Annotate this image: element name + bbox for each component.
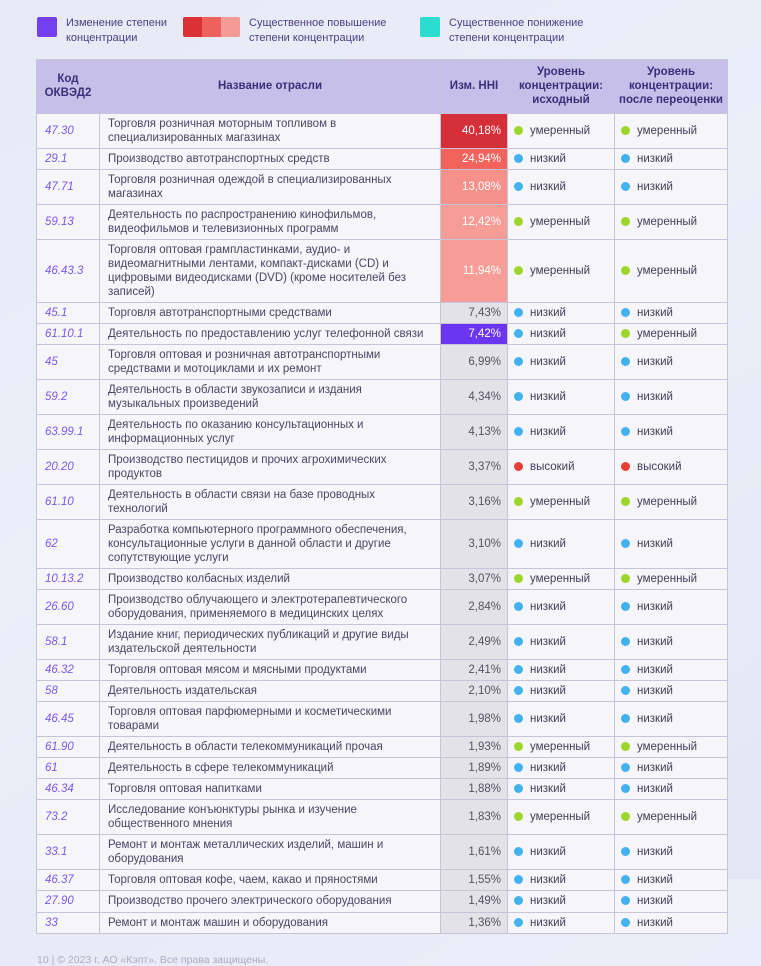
hhi-change-cell: 4,13% — [441, 415, 508, 450]
okved-code-cell: 47.71 — [37, 169, 100, 204]
okved-code-cell: 58 — [37, 681, 100, 702]
level-label: низкий — [637, 180, 673, 193]
table-row — [37, 660, 728, 681]
legend-label: Изменение степени концентрации — [66, 17, 168, 44]
level-label: умеренный — [530, 573, 591, 586]
level-dot-icon — [621, 847, 630, 856]
industry-name-cell: Деятельность по распространению кинофильмов, видеофильмов и телевизионных программ — [100, 204, 441, 239]
table-row — [37, 835, 728, 870]
level-label: высокий — [637, 461, 682, 474]
level-label: низкий — [530, 636, 566, 649]
level-initial-cell — [508, 800, 615, 835]
hhi-change-cell: 40,18% — [441, 113, 508, 148]
level-dot-icon — [514, 329, 523, 338]
level-dot-icon — [514, 686, 523, 695]
okved-code-cell: 46.37 — [37, 870, 100, 891]
level-label: умеренный — [530, 124, 591, 137]
level-initial-cell — [508, 169, 615, 204]
hhi-change-cell: 1,61% — [441, 835, 508, 870]
industry-name-cell: Производство автотранспортных средств — [100, 148, 441, 169]
level-label: умеренный — [637, 573, 698, 586]
level-dot-icon — [621, 427, 630, 436]
level-dot-icon — [621, 665, 630, 674]
table-header-row — [37, 59, 728, 113]
table-row — [37, 891, 728, 912]
level-label: умеренный — [530, 496, 591, 509]
industry-name-cell: Торговля оптовая грампластинками, аудио- и видеомагнитными лентами, компакт-дисками (CD) и цифровыми видеодисками (DVD) (кроме носителей без записей) — [100, 239, 441, 302]
level-dot-icon — [621, 329, 630, 338]
level-initial-cell — [508, 737, 615, 758]
industry-name-cell: Торговля розничная моторным топливом в специализированных магазинах — [100, 113, 441, 148]
legend-item-decrease — [420, 16, 609, 46]
hhi-change-cell: 1,88% — [441, 779, 508, 800]
industry-name-cell: Торговля оптовая и розничная автотранспортными средствами и мотоциклами и их ремонт — [100, 345, 441, 380]
level-initial-cell — [508, 324, 615, 345]
level-label: низкий — [637, 356, 673, 369]
level-label: низкий — [530, 874, 566, 887]
header-okved-code: Код ОКВЭД2 — [37, 59, 100, 113]
level-dot-icon — [621, 497, 630, 506]
level-initial-cell — [508, 148, 615, 169]
level-dot-icon — [621, 875, 630, 884]
level-after-cell — [615, 702, 728, 737]
okved-code-cell: 63.99.1 — [37, 415, 100, 450]
level-dot-icon — [621, 812, 630, 821]
level-after-cell — [615, 113, 728, 148]
industry-name-cell: Ремонт и монтаж машин и оборудования — [100, 912, 441, 933]
level-dot-icon — [621, 714, 630, 723]
level-dot-icon — [514, 665, 523, 674]
table-row — [37, 520, 728, 569]
level-label: низкий — [530, 391, 566, 404]
hhi-change-cell: 1,83% — [441, 800, 508, 835]
level-dot-icon — [621, 574, 630, 583]
header-hhi-change: Изм. HHI — [441, 59, 508, 113]
level-dot-icon — [514, 126, 523, 135]
industry-name-cell: Издание книг, периодических публикаций и другие виды издательской деятельности — [100, 625, 441, 660]
level-after-cell — [615, 415, 728, 450]
okved-code-cell: 46.45 — [37, 702, 100, 737]
level-initial-cell — [508, 660, 615, 681]
table-row — [37, 625, 728, 660]
level-label: умеренный — [637, 328, 698, 340]
level-label: умеренный — [530, 264, 591, 277]
level-dot-icon — [514, 574, 523, 583]
hhi-change-cell: 1,89% — [441, 758, 508, 779]
level-label: низкий — [637, 762, 673, 775]
level-label: высокий — [530, 461, 575, 474]
okved-code-cell: 61.10 — [37, 485, 100, 520]
level-dot-icon — [621, 392, 630, 401]
level-initial-cell — [508, 758, 615, 779]
concentration-table — [36, 59, 728, 934]
level-label: низкий — [530, 895, 566, 908]
hhi-change-cell: 3,10% — [441, 520, 508, 569]
level-label: умеренный — [637, 264, 698, 277]
level-after-cell — [615, 800, 728, 835]
hhi-change-cell: 4,34% — [441, 380, 508, 415]
level-after-cell — [615, 681, 728, 702]
level-dot-icon — [514, 154, 523, 163]
okved-code-cell: 33.1 — [37, 835, 100, 870]
level-initial-cell — [508, 302, 615, 323]
hhi-change-cell: 3,16% — [441, 485, 508, 520]
table-row — [37, 239, 728, 302]
level-dot-icon — [621, 784, 630, 793]
hhi-change-cell: 3,37% — [441, 450, 508, 485]
level-after-cell — [615, 380, 728, 415]
level-after-cell — [615, 148, 728, 169]
level-after-cell — [615, 204, 728, 239]
level-dot-icon — [514, 427, 523, 436]
level-dot-icon — [621, 918, 630, 927]
level-label: низкий — [530, 306, 566, 319]
level-label: низкий — [530, 846, 566, 859]
level-label: низкий — [530, 685, 566, 698]
level-dot-icon — [514, 266, 523, 275]
level-after-cell — [615, 239, 728, 302]
legend — [37, 16, 727, 46]
industry-name-cell: Деятельность в области звукозаписи и издания музыкальных произведений — [100, 380, 441, 415]
table-row — [37, 345, 728, 380]
level-after-cell — [615, 450, 728, 485]
industry-name-cell: Торговля оптовая парфюмерными и косметическими товарами — [100, 702, 441, 737]
level-label: низкий — [637, 152, 673, 165]
level-label: низкий — [637, 538, 673, 551]
hhi-change-cell: 2,41% — [441, 660, 508, 681]
industry-name-cell: Производство колбасных изделий — [100, 569, 441, 590]
level-label: низкий — [637, 306, 673, 319]
level-dot-icon — [621, 266, 630, 275]
level-dot-icon — [514, 308, 523, 317]
industry-name-cell: Деятельность в области телекоммуникаций прочая — [100, 737, 441, 758]
table-row — [37, 380, 728, 415]
industry-name-cell: Производство пестицидов и прочих агрохимических продуктов — [100, 450, 441, 485]
table-row — [37, 737, 728, 758]
level-label: низкий — [637, 685, 673, 698]
level-dot-icon — [621, 462, 630, 471]
okved-code-cell: 20.20 — [37, 450, 100, 485]
level-initial-cell — [508, 891, 615, 912]
okved-code-cell: 46.34 — [37, 779, 100, 800]
table-row — [37, 450, 728, 485]
level-label: низкий — [530, 783, 566, 796]
level-after-cell — [615, 870, 728, 891]
legend-item-increase — [183, 16, 420, 46]
level-label: низкий — [530, 916, 566, 929]
concentration-increase-swatch-icon — [183, 17, 240, 37]
level-label: низкий — [637, 713, 673, 726]
hhi-change-cell: 24,94% — [441, 148, 508, 169]
hhi-change-cell: 3,07% — [441, 569, 508, 590]
level-after-cell — [615, 569, 728, 590]
table-row — [37, 912, 728, 933]
hhi-change-cell: 7,43% — [441, 302, 508, 323]
hhi-change-cell: 1,36% — [441, 912, 508, 933]
concentration-change-swatch-icon — [37, 17, 57, 37]
level-initial-cell — [508, 870, 615, 891]
hhi-change-cell: 1,93% — [441, 737, 508, 758]
level-label: умеренный — [637, 124, 698, 137]
level-label: низкий — [530, 328, 566, 340]
industry-name-cell: Деятельность по оказанию консультационных и информационных услуг — [100, 415, 441, 450]
okved-code-cell: 45.1 — [37, 302, 100, 323]
industry-name-cell: Производство облучающего и электротерапевтического оборудования, применяемого в медицинских целях — [100, 590, 441, 625]
okved-code-cell: 61 — [37, 758, 100, 779]
level-after-cell — [615, 779, 728, 800]
level-initial-cell — [508, 702, 615, 737]
level-after-cell — [615, 520, 728, 569]
level-label: низкий — [637, 916, 673, 929]
okved-code-cell: 29.1 — [37, 148, 100, 169]
industry-name-cell: Торговля автотранспортными средствами — [100, 302, 441, 323]
table-row — [37, 324, 728, 345]
level-dot-icon — [621, 182, 630, 191]
okved-code-cell: 62 — [37, 520, 100, 569]
table-row — [37, 702, 728, 737]
okved-code-cell: 47.30 — [37, 113, 100, 148]
level-dot-icon — [514, 714, 523, 723]
level-dot-icon — [514, 875, 523, 884]
industry-name-cell: Торговля розничная одеждой в специализированных магазинах — [100, 169, 441, 204]
table-row — [37, 569, 728, 590]
okved-code-cell: 10.13.2 — [37, 569, 100, 590]
level-label: низкий — [530, 762, 566, 775]
page-footer: 10 | © 2023 г. АО «Кэпт». Все права защищены. — [37, 953, 269, 966]
level-initial-cell — [508, 590, 615, 625]
level-initial-cell — [508, 113, 615, 148]
header-level-initial: Уровень концентрации: исходный — [508, 59, 615, 113]
table-row — [37, 485, 728, 520]
level-after-cell — [615, 835, 728, 870]
table-row — [37, 800, 728, 835]
level-label: низкий — [530, 713, 566, 726]
okved-code-cell: 58.1 — [37, 625, 100, 660]
level-after-cell — [615, 912, 728, 933]
level-label: низкий — [637, 664, 673, 677]
level-dot-icon — [514, 918, 523, 927]
legend-label: Существенное повышение степени концентрации — [249, 17, 387, 44]
level-label: низкий — [530, 601, 566, 614]
level-label: низкий — [530, 426, 566, 439]
level-after-cell — [615, 169, 728, 204]
table-row — [37, 113, 728, 148]
level-initial-cell — [508, 450, 615, 485]
hhi-change-cell: 11,94% — [441, 239, 508, 302]
level-dot-icon — [514, 896, 523, 905]
level-initial-cell — [508, 912, 615, 933]
level-initial-cell — [508, 681, 615, 702]
okved-code-cell: 46.32 — [37, 660, 100, 681]
level-initial-cell — [508, 835, 615, 870]
level-after-cell — [615, 737, 728, 758]
table-row — [37, 302, 728, 323]
level-after-cell — [615, 302, 728, 323]
level-label: умеренный — [530, 741, 591, 754]
level-label: низкий — [530, 664, 566, 677]
hhi-change-cell: 1,55% — [441, 870, 508, 891]
industry-name-cell: Торговля оптовая кофе, чаем, какао и пряностями — [100, 870, 441, 891]
level-initial-cell — [508, 520, 615, 569]
table-row — [37, 779, 728, 800]
industry-name-cell: Ремонт и монтаж металлических изделий, машин и оборудования — [100, 835, 441, 870]
level-dot-icon — [514, 217, 523, 226]
level-after-cell — [615, 660, 728, 681]
level-after-cell — [615, 891, 728, 912]
level-initial-cell — [508, 779, 615, 800]
table-row — [37, 204, 728, 239]
level-dot-icon — [514, 847, 523, 856]
level-label: низкий — [530, 538, 566, 551]
level-dot-icon — [621, 357, 630, 366]
level-label: низкий — [637, 601, 673, 614]
level-dot-icon — [514, 497, 523, 506]
industry-name-cell: Деятельность издательская — [100, 681, 441, 702]
level-dot-icon — [621, 896, 630, 905]
okved-code-cell: 26.60 — [37, 590, 100, 625]
hhi-change-cell: 6,99% — [441, 345, 508, 380]
level-label: низкий — [530, 356, 566, 369]
level-label: низкий — [530, 152, 566, 165]
concentration-decrease-swatch-icon — [420, 17, 440, 37]
level-dot-icon — [514, 637, 523, 646]
okved-code-cell: 27.90 — [37, 891, 100, 912]
table-body — [37, 113, 728, 933]
hhi-change-cell: 1,49% — [441, 891, 508, 912]
level-label: умеренный — [637, 811, 698, 824]
level-dot-icon — [514, 742, 523, 751]
level-initial-cell — [508, 625, 615, 660]
okved-code-cell: 59.2 — [37, 380, 100, 415]
level-dot-icon — [514, 392, 523, 401]
table-row — [37, 148, 728, 169]
level-dot-icon — [514, 763, 523, 772]
hhi-change-cell: 2,49% — [441, 625, 508, 660]
level-initial-cell — [508, 569, 615, 590]
level-after-cell — [615, 590, 728, 625]
industry-name-cell: Торговля оптовая напитками — [100, 779, 441, 800]
table-row — [37, 758, 728, 779]
level-initial-cell — [508, 239, 615, 302]
industry-name-cell: Исследование конъюнктуры рынка и изучение общественного мнения — [100, 800, 441, 835]
level-label: низкий — [637, 895, 673, 908]
header-level-after: Уровень концентрации: после переоценки — [615, 59, 728, 113]
hhi-change-cell: 2,10% — [441, 681, 508, 702]
level-dot-icon — [621, 763, 630, 772]
level-dot-icon — [514, 812, 523, 821]
level-after-cell — [615, 625, 728, 660]
table-row — [37, 681, 728, 702]
level-dot-icon — [514, 462, 523, 471]
level-label: низкий — [637, 783, 673, 796]
okved-code-cell: 59.13 — [37, 204, 100, 239]
level-dot-icon — [621, 742, 630, 751]
level-dot-icon — [514, 602, 523, 611]
hhi-change-cell: 13,08% — [441, 169, 508, 204]
okved-code-cell: 73.2 — [37, 800, 100, 835]
level-label: низкий — [637, 391, 673, 404]
okved-code-cell: 45 — [37, 345, 100, 380]
level-dot-icon — [621, 602, 630, 611]
level-dot-icon — [514, 784, 523, 793]
industry-name-cell: Торговля оптовая мясом и мясными продуктами — [100, 660, 441, 681]
header-industry-name: Название отрасли — [100, 59, 441, 113]
legend-item-change — [37, 16, 183, 46]
level-label: низкий — [637, 846, 673, 859]
level-initial-cell — [508, 415, 615, 450]
level-initial-cell — [508, 380, 615, 415]
industry-name-cell: Деятельность в области связи на базе проводных технологий — [100, 485, 441, 520]
level-dot-icon — [621, 154, 630, 163]
level-label: умеренный — [637, 741, 698, 754]
level-after-cell — [615, 324, 728, 345]
legend-label: Существенное понижение степени концентрации — [449, 17, 584, 44]
level-label: низкий — [637, 874, 673, 887]
industry-name-cell: Деятельность по предоставлению услуг телефонной связи — [100, 324, 441, 345]
level-dot-icon — [621, 126, 630, 135]
hhi-change-cell: 2,84% — [441, 590, 508, 625]
hhi-change-cell: 7,42% — [441, 324, 508, 345]
level-after-cell — [615, 345, 728, 380]
level-dot-icon — [621, 539, 630, 548]
level-label: умеренный — [637, 215, 698, 228]
okved-code-cell: 33 — [37, 912, 100, 933]
level-dot-icon — [621, 637, 630, 646]
table-row — [37, 169, 728, 204]
level-after-cell — [615, 485, 728, 520]
industry-name-cell: Разработка компьютерного программного обеспечения, консультационные услуги в данной области и другие сопутствующие услуги — [100, 520, 441, 569]
level-dot-icon — [514, 182, 523, 191]
level-label: низкий — [530, 180, 566, 193]
okved-code-cell: 61.90 — [37, 737, 100, 758]
level-label: умеренный — [637, 496, 698, 509]
industry-name-cell: Деятельность в сфере телекоммуникаций — [100, 758, 441, 779]
level-dot-icon — [514, 357, 523, 366]
industry-name-cell: Производство прочего электрического оборудования — [100, 891, 441, 912]
level-initial-cell — [508, 485, 615, 520]
level-dot-icon — [621, 217, 630, 226]
level-initial-cell — [508, 345, 615, 380]
level-label: умеренный — [530, 215, 591, 228]
table-row — [37, 590, 728, 625]
okved-code-cell: 61.10.1 — [37, 324, 100, 345]
level-initial-cell — [508, 204, 615, 239]
level-label: низкий — [637, 426, 673, 439]
level-dot-icon — [621, 686, 630, 695]
level-dot-icon — [621, 308, 630, 317]
table-row — [37, 415, 728, 450]
hhi-change-cell: 12,42% — [441, 204, 508, 239]
level-label: низкий — [637, 636, 673, 649]
table-row — [37, 870, 728, 891]
level-label: умеренный — [530, 811, 591, 824]
level-after-cell — [615, 758, 728, 779]
level-dot-icon — [514, 539, 523, 548]
okved-code-cell: 46.43.3 — [37, 239, 100, 302]
hhi-change-cell: 1,98% — [441, 702, 508, 737]
